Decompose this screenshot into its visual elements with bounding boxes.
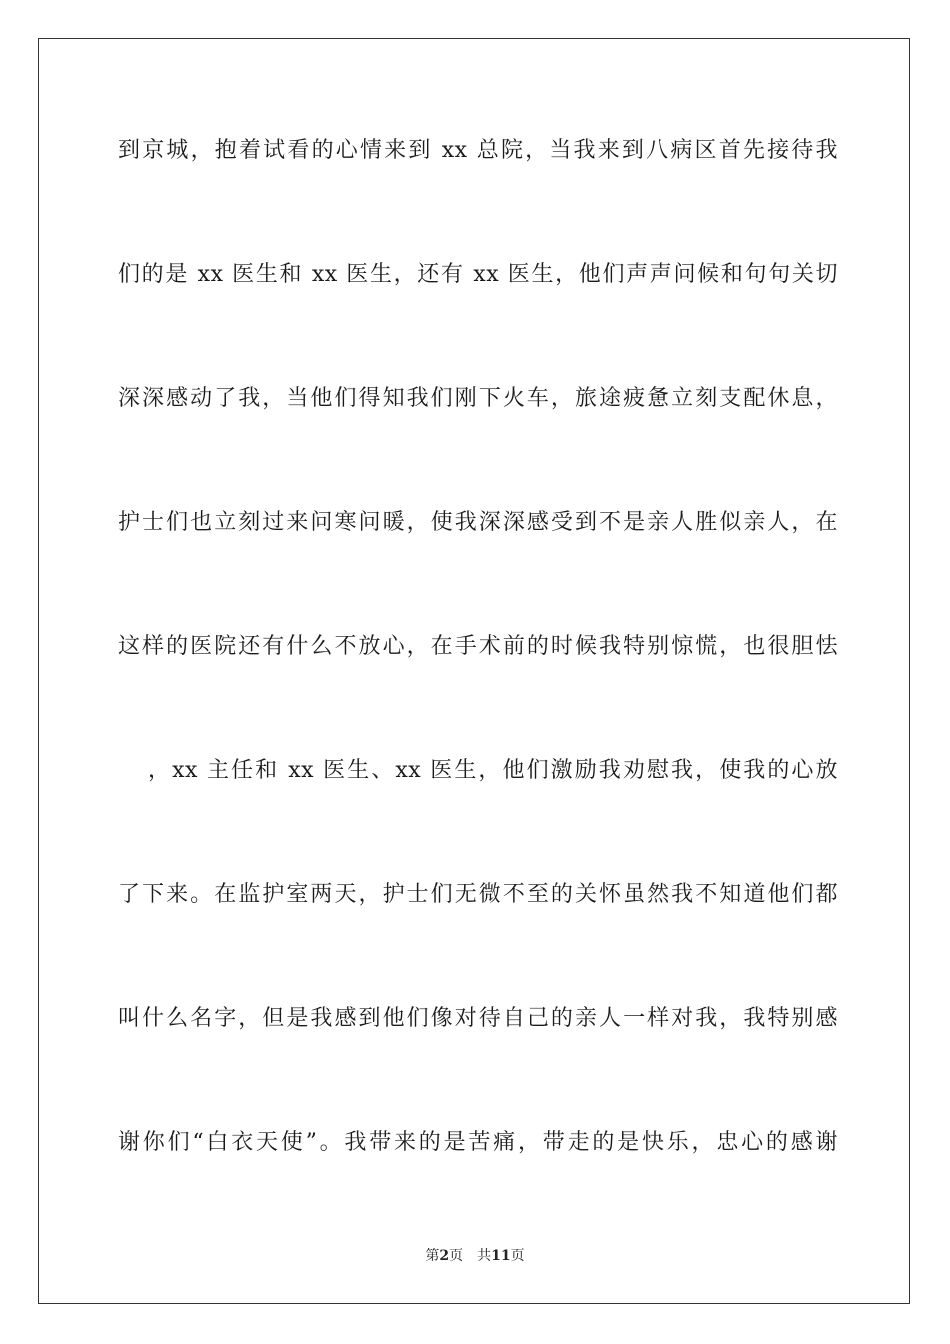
total-label-prefix: 共 (477, 1248, 492, 1264)
page-label-suffix: 页 (449, 1248, 464, 1264)
current-page-number: 2 (439, 1248, 450, 1264)
page-footer (0, 1246, 950, 1266)
text-line: 叫什么名字，但是我感到他们像对待自己的亲人一样对我，我特别感 (118, 1006, 838, 1031)
text-line: 谢你们“白衣天使”。我带来的是苦痛，带走的是快乐，忠心的感谢 (118, 1130, 838, 1155)
text-line: 护士们也立刻过来问寒问暖，使我深深感受到不是亲人胜似亲人，在 (118, 510, 838, 535)
text-line: 这样的医院还有什么不放心，在手术前的时候我特别惊慌，也很胆怯 (118, 634, 838, 659)
total-page-count: 11 (491, 1248, 511, 1264)
page-border (38, 38, 910, 1304)
total-label-suffix: 页 (510, 1248, 525, 1264)
text-line: 深深感动了我，当他们得知我们刚下火车，旅途疲惫立刻支配休息， (118, 386, 838, 411)
page-label-prefix: 第 (425, 1248, 440, 1264)
text-line: ，xx 主任和 xx 医生、xx 医生，他们激励我劝慰我，使我的心放 (148, 758, 838, 783)
text-line: 到京城，抱着试看的心情来到 xx 总院，当我来到八病区首先接待我 (118, 138, 838, 163)
text-line: 了下来。在监护室两天，护士们无微不至的关怀虽然我不知道他们都 (118, 882, 838, 907)
text-line: 们的是 xx 医生和 xx 医生，还有 xx 医生，他们声声问候和句句关切 (118, 262, 838, 287)
